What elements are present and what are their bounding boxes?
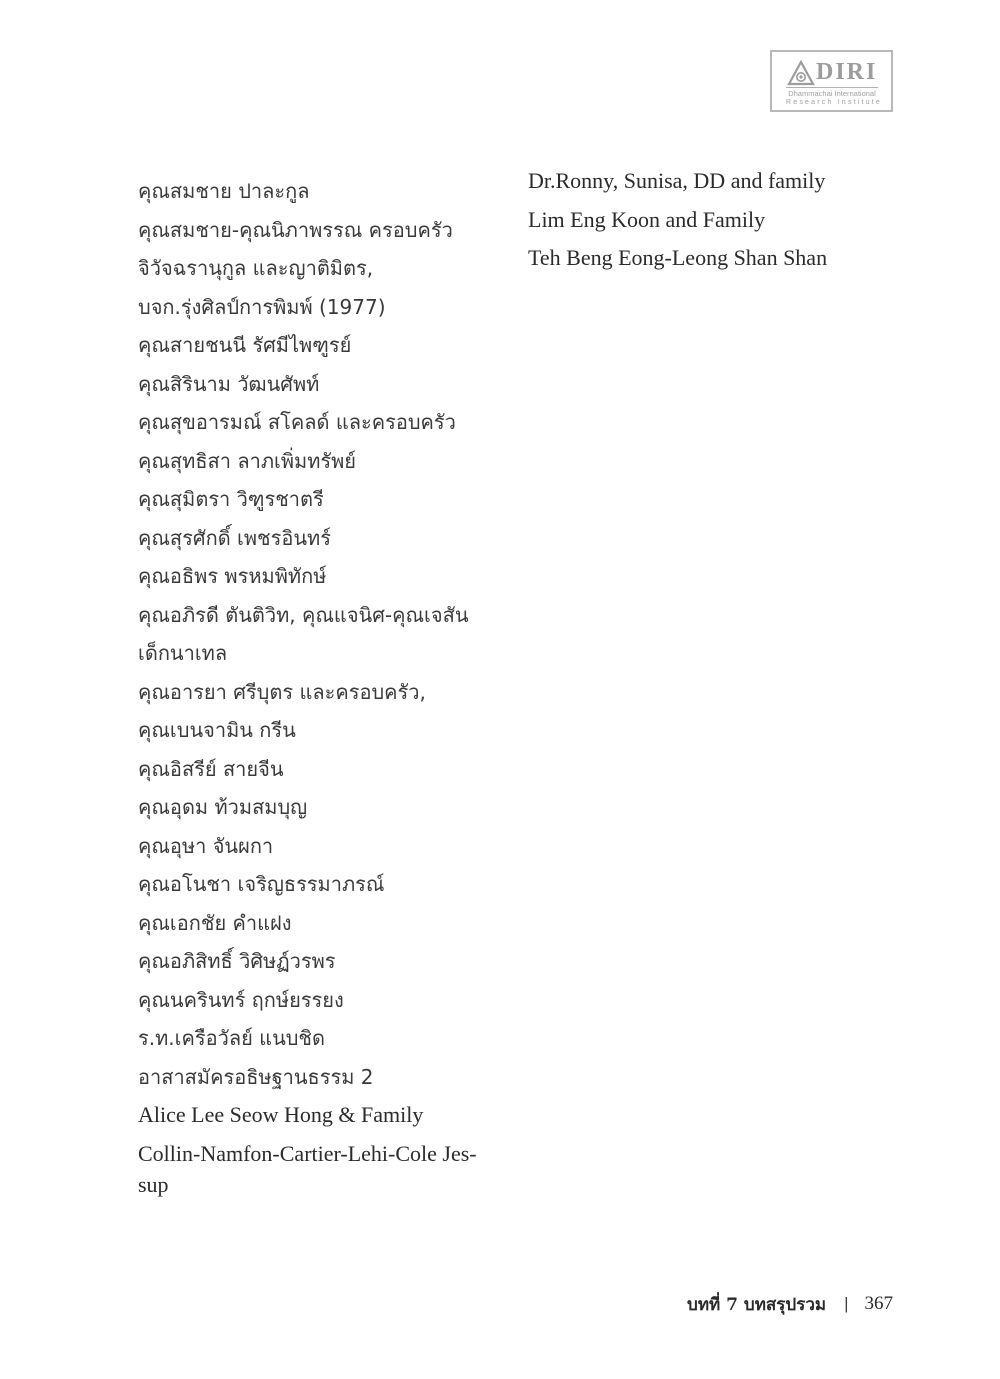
page-footer — [687, 1290, 893, 1318]
donor-name-line: คุณอิสรีย์ สายจีน — [138, 756, 284, 781]
page-number: 367 — [864, 1293, 893, 1314]
donor-name-line: คุณนครินทร์ ฤกษ์ยรรยง — [138, 987, 344, 1012]
donor-name-line: คุณอภิรดี ตันติวิท, คุณแจนิศ-คุณเจสัน — [138, 602, 469, 627]
donor-name-line: จิวัจฉรานุกูล และญาติมิตร, — [138, 256, 374, 280]
donor-name-line: คุณอโนชา เจริญธรรมาภรณ์ — [138, 872, 385, 896]
donor-name-line: เด็กนาเทล — [138, 641, 228, 665]
donor-name-line: คุณอธิพร พรหมพิทักษ์ — [138, 564, 327, 588]
donor-name-line: คุณอุดม ท้วมสมบุญ — [138, 795, 308, 819]
donor-name-line: คุณสุมิตรา วิฑูรชาตรี — [138, 487, 324, 511]
donor-name-line: คุณสิรินาม วัฒนศัพท์ — [138, 371, 320, 396]
chapter-title: บทที่ 7 บทสรุปรวม — [687, 1294, 827, 1315]
donor-name-line: Alice Lee Seow Hong & Family — [138, 1102, 424, 1127]
donor-name-line: บจก.รุ่งศิลป์การพิมพ์ (1977) — [138, 294, 386, 319]
donor-name-line: คุณสมชาย-คุณนิภาพรรณ ครอบครัว — [138, 217, 453, 242]
donor-name-line: Collin-Namfon-Cartier-Lehi-Cole Jes- — [138, 1140, 477, 1166]
logo-subtitle-2: Research Institute — [786, 99, 883, 106]
donor-name-line: คุณเอกชัย คำแฝง — [138, 910, 292, 935]
donor-name-line: ร.ท.เครือวัลย์ แนบชิด — [138, 1026, 325, 1050]
donor-name-line: อาสาสมัครอธิษฐานธรรม 2 — [138, 1064, 374, 1089]
donor-name-line: คุณสุทธิสา ลาภเพิ่มทรัพย์ — [138, 448, 357, 473]
footer-separator: | — [844, 1294, 849, 1313]
donor-name-line: Dr.Ronny, Sunisa, DD and family — [528, 168, 826, 193]
donor-name-line: คุณอารยา ศรีบุตร และครอบครัว, — [138, 679, 426, 704]
donor-name-line: คุณสายชนนี รัศมีไพฑูรย์ — [138, 333, 352, 357]
triangle-logo-icon — [787, 60, 815, 86]
donor-name-line: คุณสมชาย ปาละกูล — [138, 179, 310, 203]
donor-name-line: Lim Eng Koon and Family — [528, 206, 766, 232]
donor-name-line: คุณอุษา จันผกา — [138, 833, 274, 858]
donor-name-line: คุณสุขอารมณ์ สโคลด์ และครอบครัว — [138, 410, 456, 434]
donor-name-line: คุณสุรศักดิ์ เพชรอินทร์ — [138, 525, 331, 550]
logo-divider — [786, 87, 878, 88]
logo-name: DIRI — [816, 59, 878, 85]
donor-list-right — [528, 162, 888, 278]
donor-name-line: คุณเบนจามิน กรีน — [138, 718, 296, 742]
donor-list-left — [138, 172, 508, 1205]
diri-logo — [770, 50, 893, 112]
donor-name-continuation: sup — [138, 1172, 169, 1197]
donor-name-line: Teh Beng Eong-Leong Shan Shan — [528, 245, 828, 270]
donor-name-line: คุณอภิสิทธิ์ วิศิษฏ์วรพร — [138, 949, 336, 973]
logo-subtitle-1: Dhammachai International — [788, 89, 876, 98]
